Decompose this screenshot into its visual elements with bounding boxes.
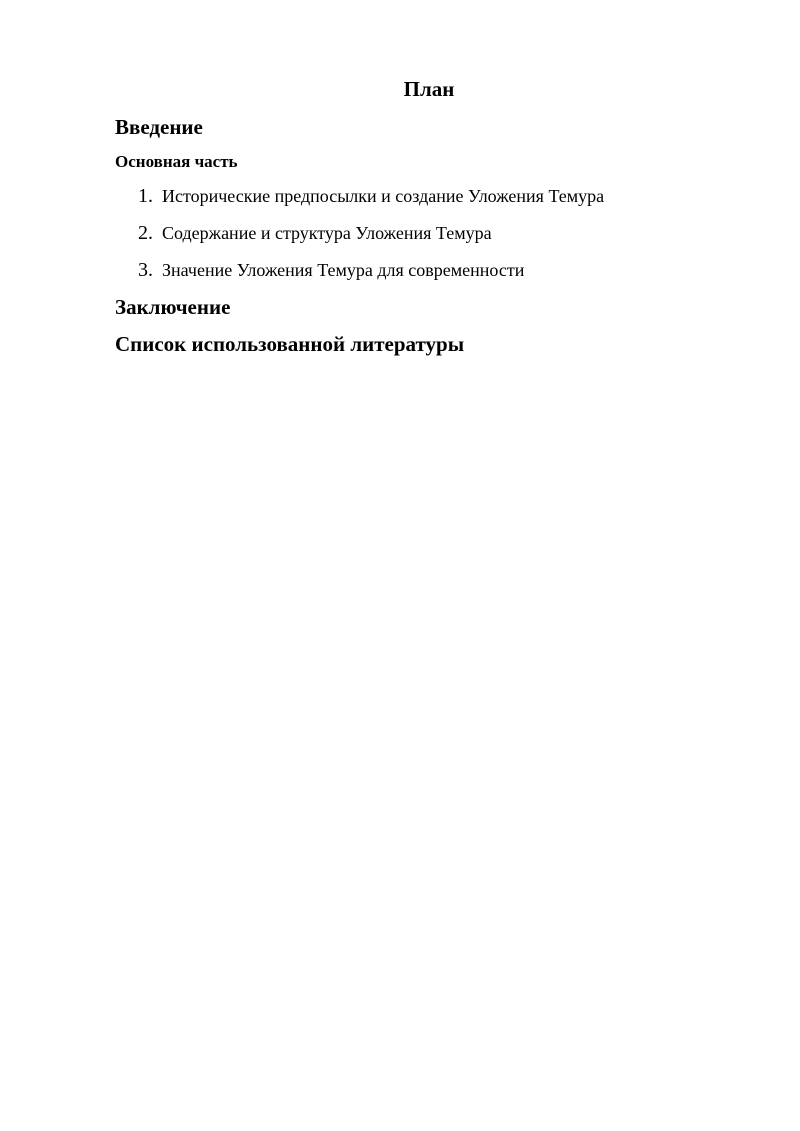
list-item-number: 1. xyxy=(138,185,153,207)
main-part-list xyxy=(138,183,604,294)
section-heading-intro: Введение xyxy=(115,115,203,139)
list-item-text: Содержание и структура Уложения Темура xyxy=(162,223,492,243)
list-item xyxy=(138,220,604,257)
section-heading-main-part: Основная часть xyxy=(115,152,238,171)
list-item xyxy=(138,257,604,294)
section-heading-conclusion: Заключение xyxy=(115,295,231,319)
section-heading-references: Список использованной литературы xyxy=(115,332,465,356)
list-item-text: Исторические предпосылки и создание Уложения Темура xyxy=(162,186,605,206)
list-item-number: 3. xyxy=(138,259,153,281)
list-item-number: 2. xyxy=(138,222,153,244)
list-item-text: Значение Уложения Темура для современности xyxy=(162,260,525,280)
page-title: План xyxy=(403,77,455,101)
list-item xyxy=(138,183,604,220)
